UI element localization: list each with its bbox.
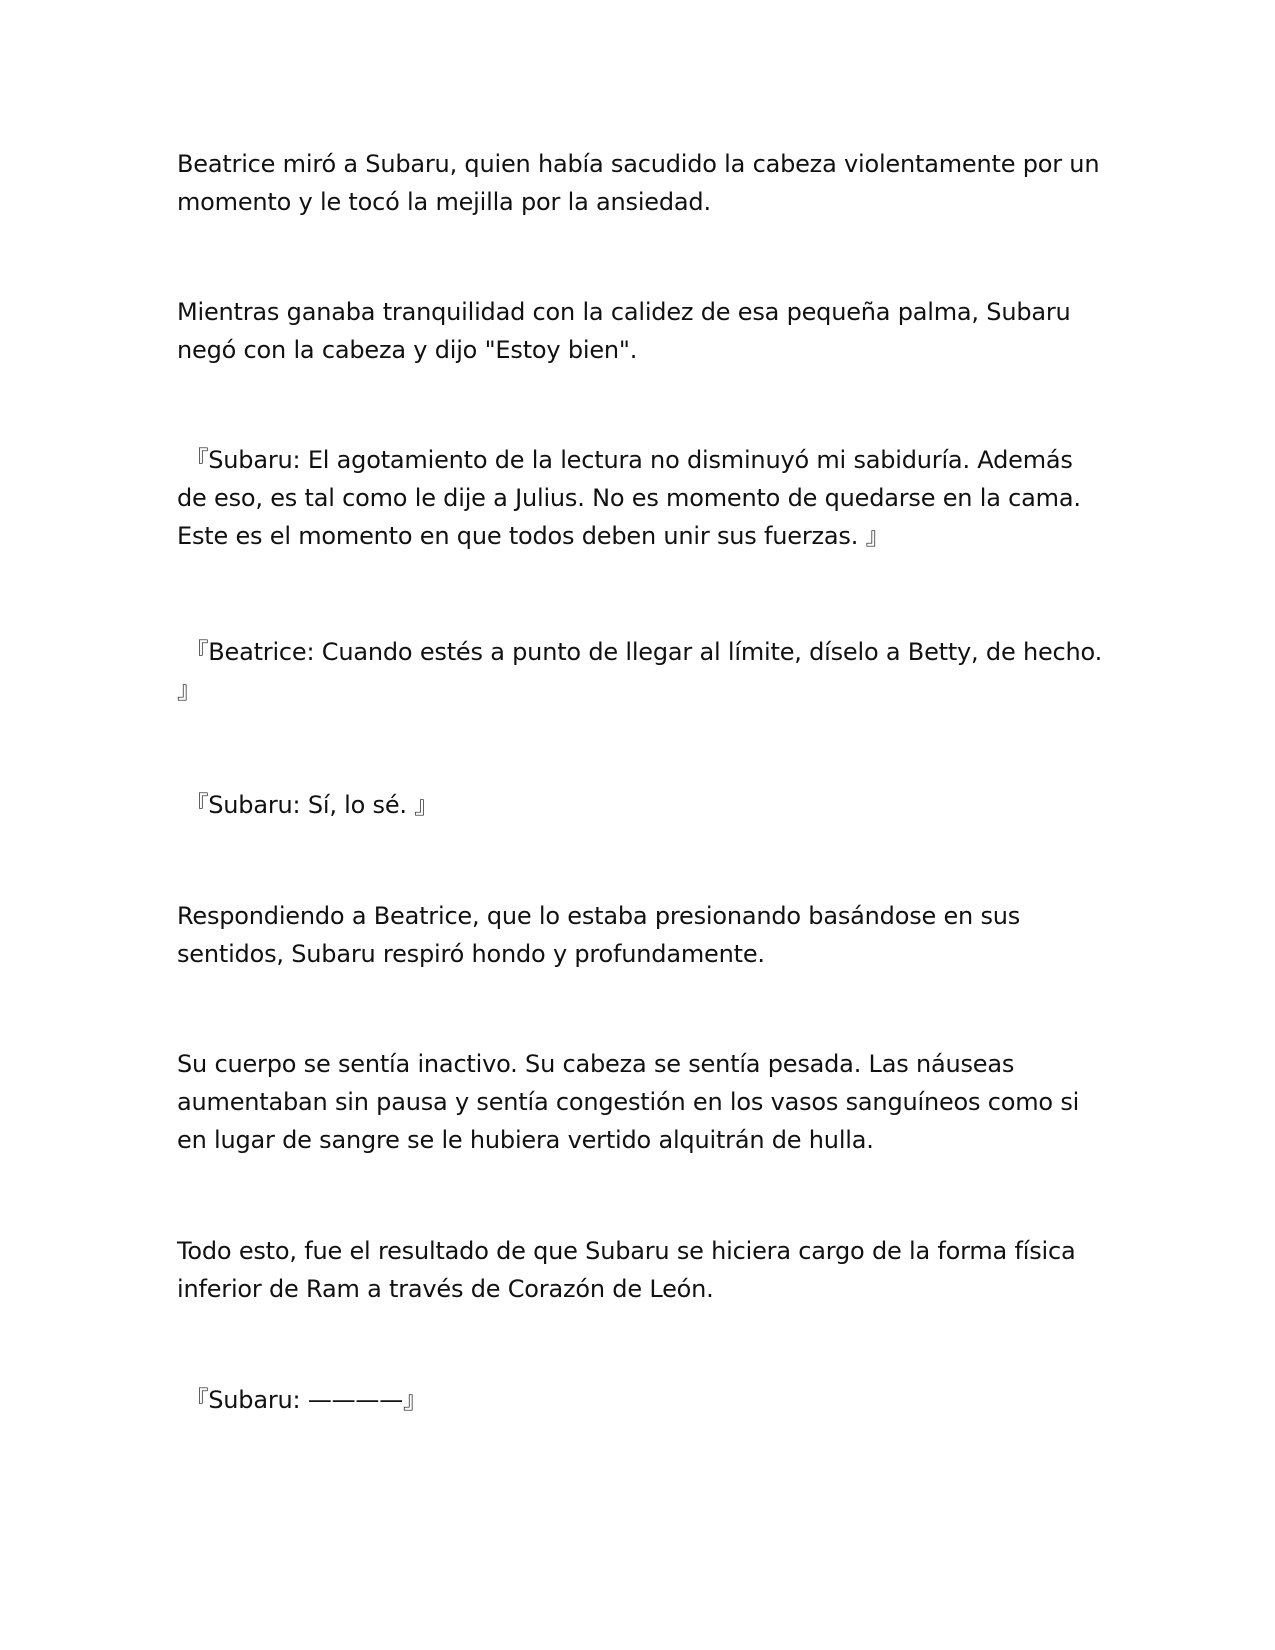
paragraph-8: Todo esto, fue el resultado de que Subaru se hiciera cargo de la forma física inferior de Ram a través de Corazón de León.	[177, 1237, 1083, 1303]
paragraph-7: Su cuerpo se sentía inactivo. Su cabeza se sentía pesada. Las náuseas aumentaban sin pausa y sentía congestión en los vasos sanguíneos como si en lugar de sangre se le hubiera vertido alquitrán de hulla.	[177, 1050, 1087, 1154]
paragraph-4-dialogue: 『Beatrice: Cuando estés a punto de llegar al límite, díselo a Betty, de hecho. 』	[177, 638, 1110, 704]
paragraph-3-dialogue: 『Subaru: El agotamiento de la lectura no disminuyó mi sabiduría. Además de eso, es tal como le dije a Julius. No es momento de quedarse en la cama. Este es el momento en que todos deben unir sus fuerzas. 』	[177, 446, 1089, 550]
paragraph-5-dialogue: 『Subaru: Sí, lo sé. 』	[177, 791, 439, 819]
paragraph-6: Respondiendo a Beatrice, que lo estaba presionando basándose en sus sentidos, Subaru respiró hondo y profundamente.	[177, 902, 1028, 968]
paragraph-9-dialogue: 『Subaru: ————』	[177, 1386, 427, 1414]
paragraph-1: Beatrice miró a Subaru, quien había sacudido la cabeza violentamente por un momento y le tocó la mejilla por la ansiedad.	[177, 150, 1107, 216]
paragraph-2: Mientras ganaba tranquilidad con la calidez de esa pequeña palma, Subaru negó con la cabeza y dijo "Estoy bien".	[177, 298, 1078, 364]
